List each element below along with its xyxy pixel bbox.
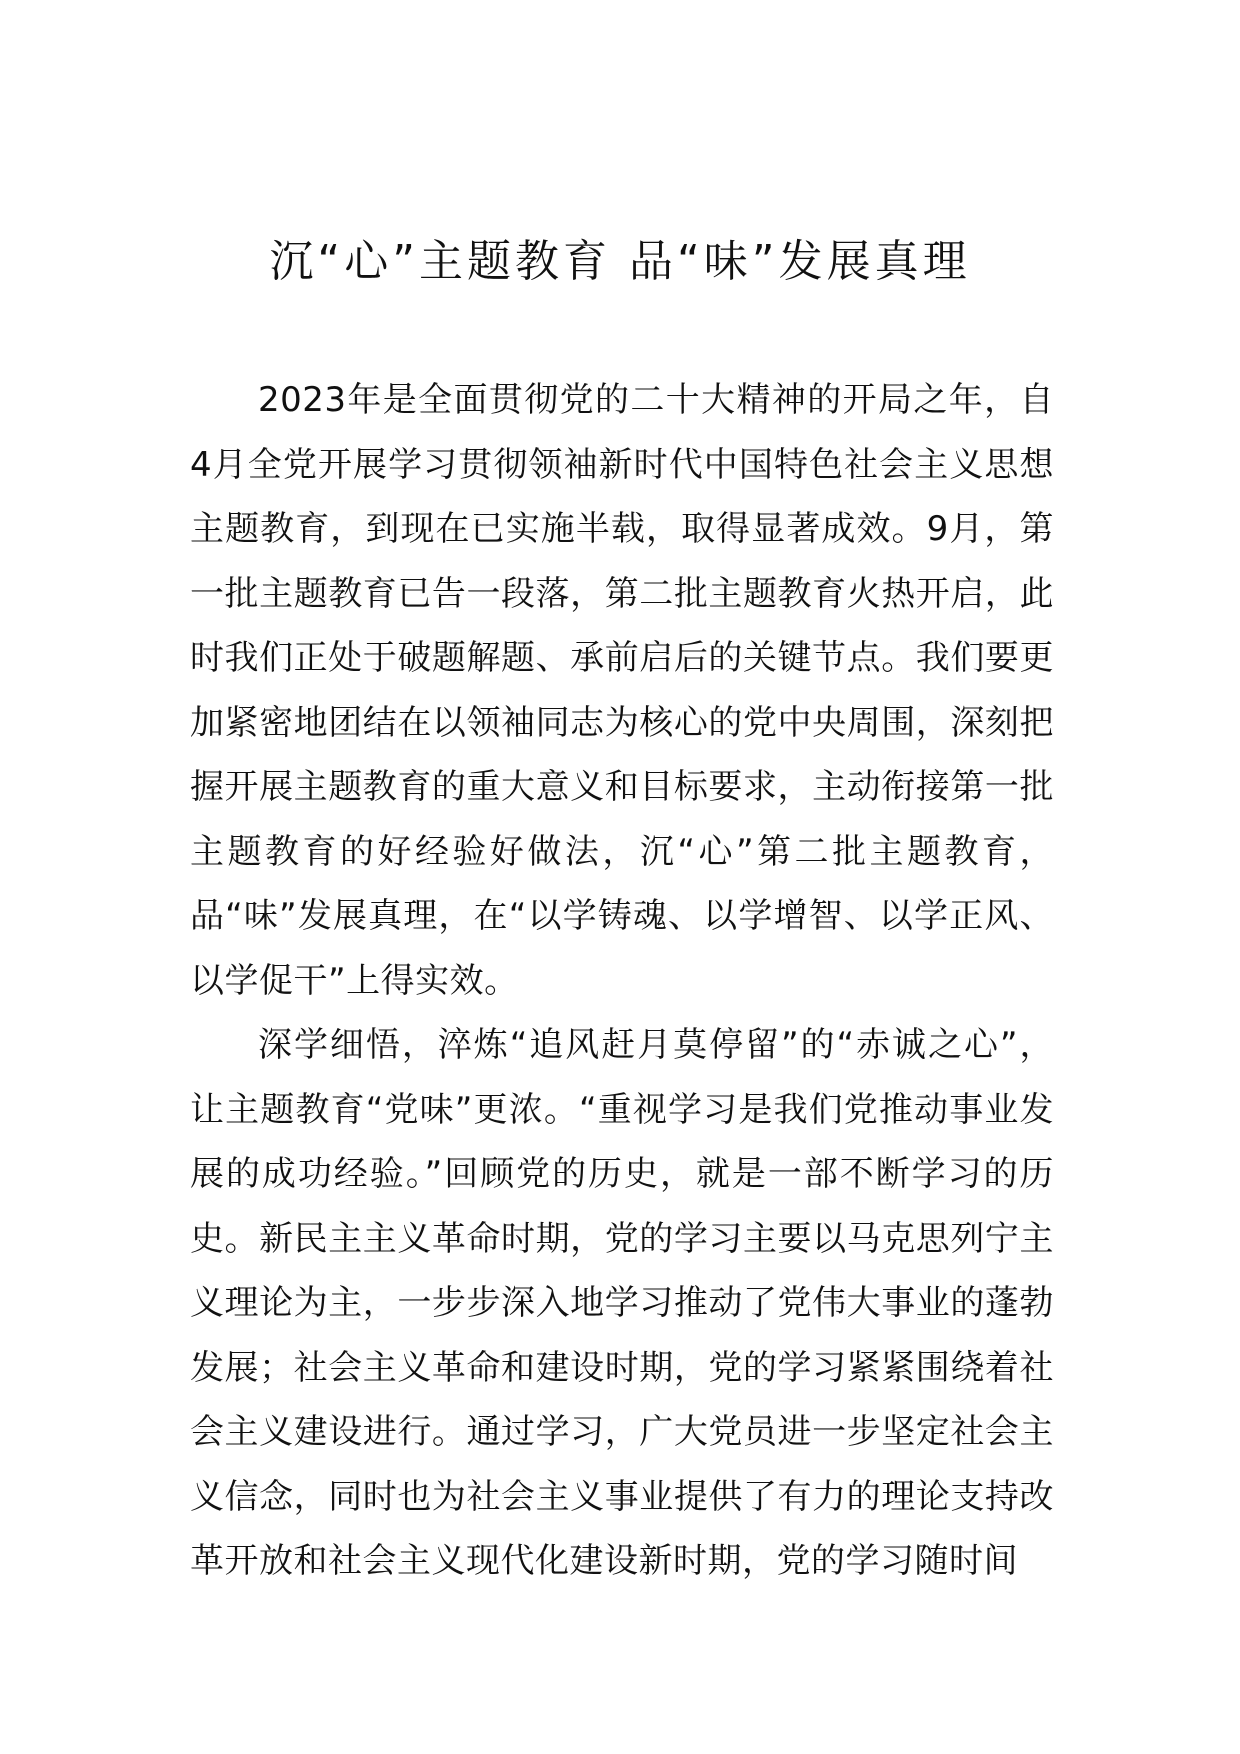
document-title: 沉“心”主题教育 品“味”发展真理: [269, 236, 971, 287]
document-body: [190, 368, 1054, 1594]
paragraph-2: 深学细悟，淬炼“追风赶月莫停留”的“赤诚之心”，让主题教育“党味”更浓。“重视学习是我们党推动事业发展的成功经验。”回顾党的历史，就是一部不断学习的历史。新民主主义革命时期，党的学习主要以马克思列宁主义理论为主，一步步深入地学习推动了党伟大事业的蓬勃发展；社会主义革命和建设时期，党的学习紧紧围绕着社会主义建设进行。通过学习，广大党员进一步坚定社会主义信念，同时也为社会主义事业提供了有力的理论支持改革开放和社会主义现代化建设新时期，党的学习随时间: [190, 1025, 1054, 1581]
paragraph-1: 2023年是全面贯彻党的二十大精神的开局之年，自4月全党开展学习贯彻领袖新时代中国特色社会主义思想主题教育，到现在已实施半载，取得显著成效。9月，第一批主题教育已告一段落，第二批主题教育火热开启，此时我们正处于破题解题、承前启后的关键节点。我们要更加紧密地团结在以领袖同志为核心的党中央周围，深刻把握开展主题教育的重大意义和目标要求，主动衔接第一批主题教育的好经验好做法，沉“心”第二批主题教育，品“味”发展真理，在“以学铸魂、以学增智、以学正风、以学促干”上得实效。: [190, 380, 1054, 1001]
